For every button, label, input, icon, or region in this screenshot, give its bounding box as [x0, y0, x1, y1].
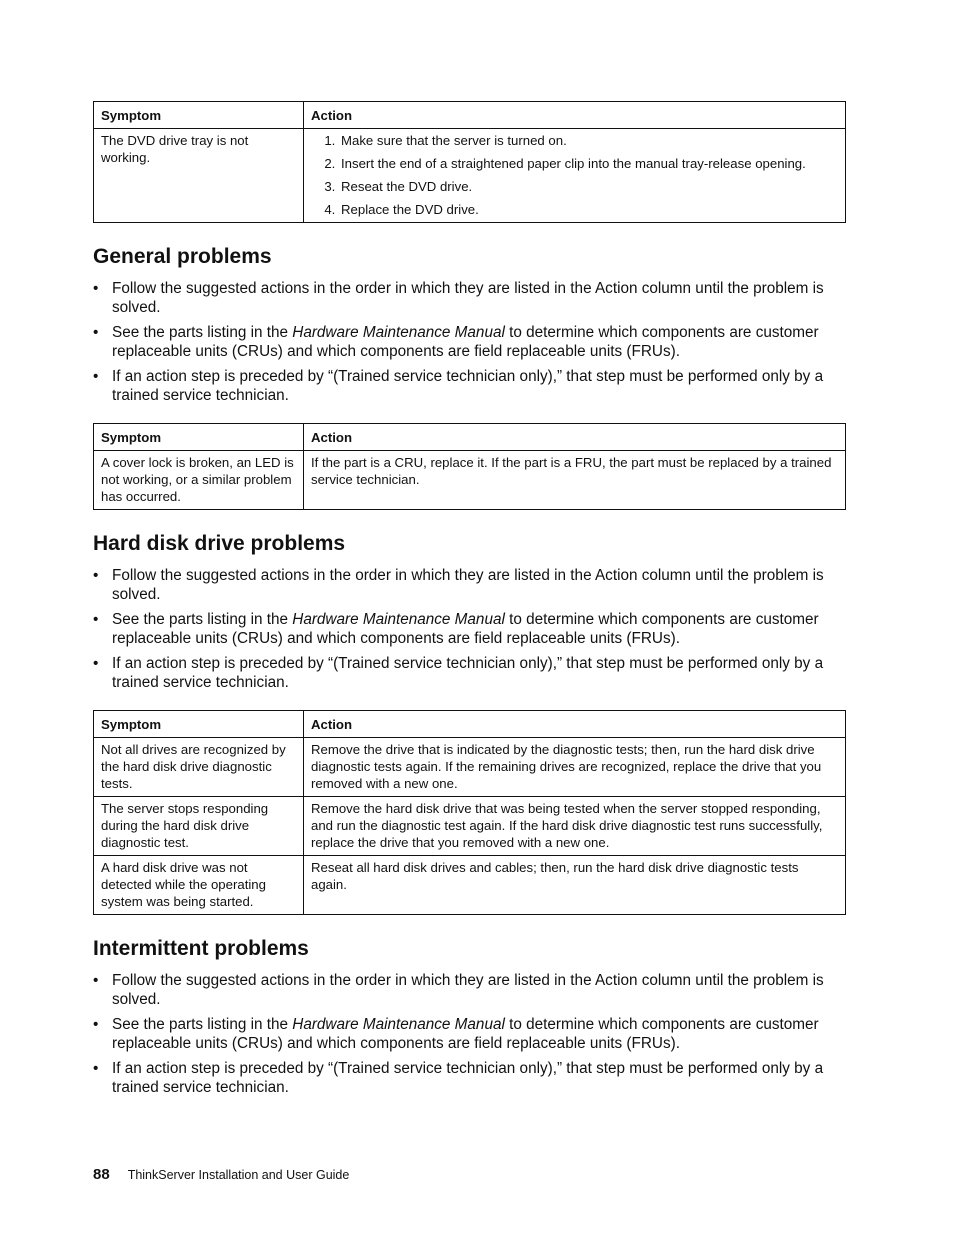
list-item — [93, 1016, 845, 1053]
bullet-text: See the parts listing in the — [112, 1016, 293, 1033]
section-title-intermittent: Intermittent problems — [93, 937, 309, 960]
action-step: 4. Replace the DVD drive. — [339, 201, 838, 218]
list-item — [93, 567, 845, 604]
bullet-icon: • — [93, 324, 99, 341]
symptom-cell: The DVD drive tray is not working. — [94, 129, 304, 223]
bullet-icon: • — [93, 611, 99, 628]
list-item — [93, 972, 845, 1009]
symptom-cell: The server stops responding during the hard disk drive diagnostic test. — [94, 797, 304, 856]
section-title-general: General problems — [93, 245, 272, 268]
manual-title: Hardware Maintenance Manual — [292, 1016, 505, 1033]
bullet-text: See the parts listing in the — [112, 324, 293, 341]
action-header: Action — [304, 424, 846, 451]
table-row — [94, 451, 846, 510]
page-content — [93, 101, 845, 1115]
bullet-icon: • — [93, 655, 99, 672]
bullet-text: Follow the suggested actions in the order in which they are listed in the Action column until the problem is solved. — [112, 567, 824, 603]
list-item — [93, 280, 845, 317]
bullet-icon: • — [93, 567, 99, 584]
general-bullet-list — [93, 280, 845, 405]
list-item — [93, 655, 845, 692]
action-header: Action — [304, 711, 846, 738]
symptom-header: Symptom — [94, 424, 304, 451]
symptom-header: Symptom — [94, 711, 304, 738]
bullet-text: to determine which components are customer replaceable units (CRUs) and which components are field replaceable units (FRUs). — [112, 1016, 819, 1052]
bullet-text: See the parts listing in the — [112, 611, 293, 628]
action-header: Action — [304, 102, 846, 129]
document-title: ThinkServer Installation and User Guide — [127, 1168, 350, 1182]
page-footer — [93, 1166, 349, 1183]
list-item — [93, 324, 845, 361]
symptom-cell: A hard disk drive was not detected while the operating system was being started. — [94, 856, 304, 915]
page-number: 88 — [93, 1166, 110, 1183]
bullet-icon: • — [93, 1060, 99, 1077]
hdd-bullet-list — [93, 567, 845, 692]
table-row — [94, 738, 846, 797]
section-title-hdd: Hard disk drive problems — [93, 532, 346, 555]
action-step: 3. Reseat the DVD drive. — [339, 178, 838, 195]
table-row — [94, 797, 846, 856]
table-header-row — [94, 711, 846, 738]
general-problems-table — [93, 423, 846, 510]
list-item — [93, 611, 845, 648]
symptom-cell: A cover lock is broken, an LED is not working, or a similar problem has occurred. — [94, 451, 304, 510]
bullet-text: If an action step is preceded by “(Trained service technician only),” that step must be performed only by a trained service technician. — [112, 1060, 824, 1096]
manual-title: Hardware Maintenance Manual — [292, 324, 505, 341]
table-row — [94, 129, 846, 223]
symptom-cell: Not all drives are recognized by the hard disk drive diagnostic tests. — [94, 738, 304, 797]
bullet-text: to determine which components are customer replaceable units (CRUs) and which components are field replaceable units (FRUs). — [112, 611, 819, 647]
bullet-text: Follow the suggested actions in the order in which they are listed in the Action column until the problem is solved. — [112, 280, 824, 316]
bullet-text: to determine which components are customer replaceable units (CRUs) and which components are field replaceable units (FRUs). — [112, 324, 819, 360]
bullet-text: Follow the suggested actions in the order in which they are listed in the Action column until the problem is solved. — [112, 972, 824, 1008]
action-cell: Remove the drive that is indicated by the diagnostic tests; then, run the hard disk drive diagnostic tests again. If the remaining drives are recognized, replace the drive that you removed with a new one. — [304, 738, 846, 797]
bullet-text: If an action step is preceded by “(Trained service technician only),” that step must be performed only by a trained service technician. — [112, 368, 824, 404]
table-row — [94, 856, 846, 915]
dvd-problems-table — [93, 101, 846, 223]
action-cell: If the part is a CRU, replace it. If the part is a FRU, the part must be replaced by a trained service technician. — [304, 451, 846, 510]
action-cell — [304, 129, 846, 223]
manual-title: Hardware Maintenance Manual — [292, 611, 505, 628]
intermittent-bullet-list — [93, 972, 845, 1097]
action-cell: Remove the hard disk drive that was being tested when the server stopped responding, and run the diagnostic test again. If the hard disk drive diagnostic test runs successfully, replace the drive that you removed with a new one. — [304, 797, 846, 856]
hdd-problems-table — [93, 710, 846, 915]
table-header-row — [94, 102, 846, 129]
action-steps — [311, 132, 838, 218]
table-header-row — [94, 424, 846, 451]
action-step: 2. Insert the end of a straightened paper clip into the manual tray-release opening. — [339, 155, 838, 172]
bullet-icon: • — [93, 972, 99, 989]
bullet-icon: • — [93, 368, 99, 385]
bullet-icon: • — [93, 280, 99, 297]
action-step: 1. Make sure that the server is turned on. — [339, 132, 838, 149]
action-cell: Reseat all hard disk drives and cables; then, run the hard disk drive diagnostic tests again. — [304, 856, 846, 915]
symptom-header: Symptom — [94, 102, 304, 129]
bullet-icon: • — [93, 1016, 99, 1033]
list-item — [93, 1060, 845, 1097]
bullet-text: If an action step is preceded by “(Trained service technician only),” that step must be performed only by a trained service technician. — [112, 655, 824, 691]
list-item — [93, 368, 845, 405]
